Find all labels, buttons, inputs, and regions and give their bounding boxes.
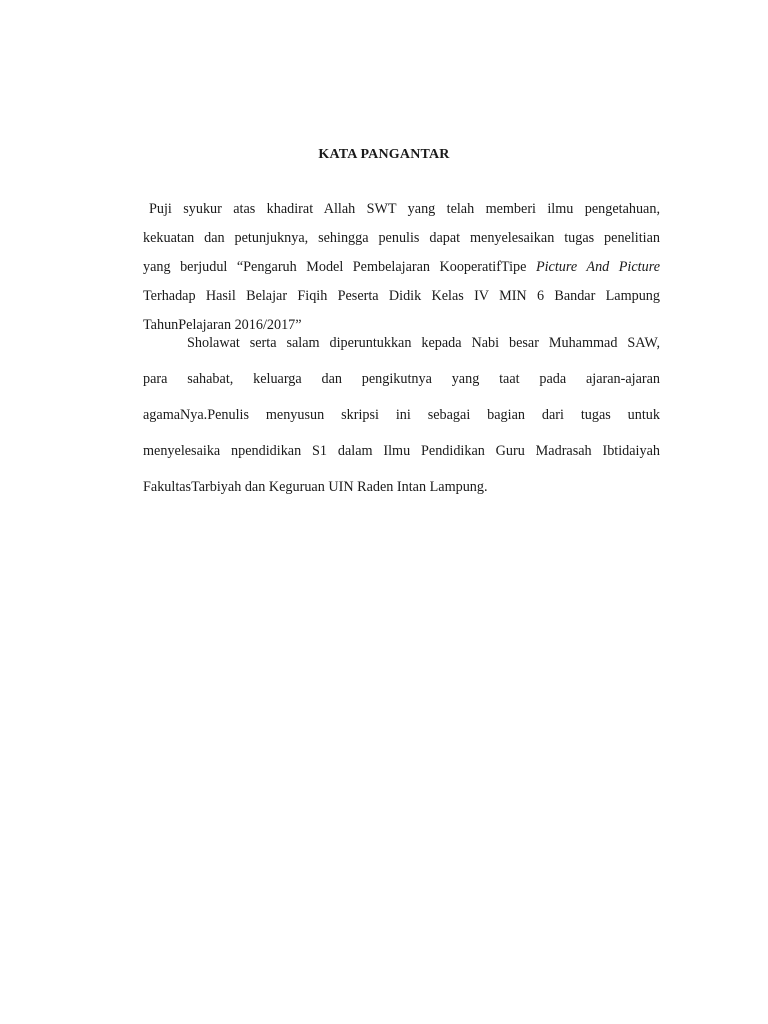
- paragraph-line: kekuatan dan petunjuknya, sehingga penulis dapat menyelesaikan tugas penelitian: [143, 230, 660, 246]
- paragraph-line: TahunPelajaran 2016/2017”: [143, 317, 302, 333]
- paragraph-sholawat: [143, 325, 660, 505]
- paragraph-line: FakultasTarbiyah dan Keguruan UIN Raden Intan Lampung.: [143, 479, 488, 495]
- paragraph-line: para sahabat, keluarga dan pengikutnya yang taat pada ajaran-ajaran: [143, 371, 660, 387]
- paragraph-line: Terhadap Hasil Belajar Fiqih Peserta Didik Kelas IV MIN 6 Bandar Lampung: [143, 288, 660, 304]
- paragraph-line: menyelesaika npendidikan S1 dalam Ilmu Pendidikan Guru Madrasah Ibtidaiyah: [143, 443, 660, 459]
- paragraph-line: Puji syukur atas khadirat Allah SWT yang telah memberi ilmu pengetahuan,: [149, 201, 660, 217]
- paragraph-line: Sholawat serta salam diperuntukkan kepada Nabi besar Muhammad SAW,: [187, 335, 660, 351]
- paragraph-line-text: yang berjudul “Pengaruh Model Pembelajaran KooperatifTipe: [143, 259, 536, 275]
- page-title: KATA PANGANTAR: [318, 147, 450, 162]
- paragraph-line: agamaNya.Penulis menyusun skripsi ini sebagai bagian dari tugas untuk: [143, 407, 660, 423]
- paragraph-intro: [143, 195, 660, 340]
- italic-title-text: Picture And Picture: [535, 259, 660, 275]
- paragraph-line: [143, 253, 660, 282]
